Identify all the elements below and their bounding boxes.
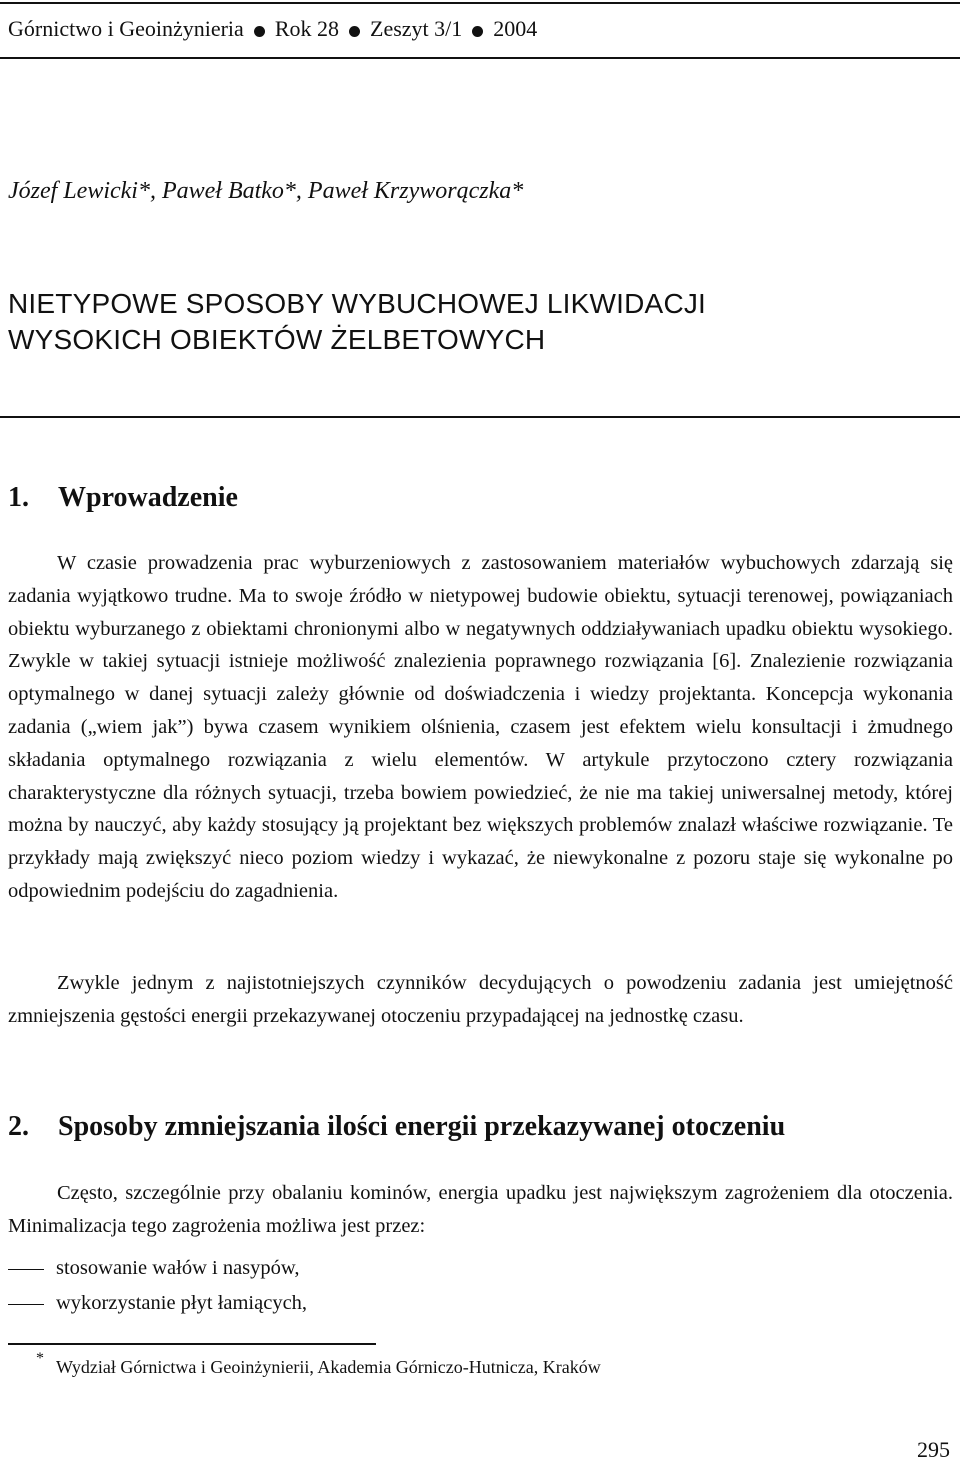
bullet-separator-icon bbox=[254, 26, 265, 37]
title-line-1: NIETYPOWE SPOSOBY WYBUCHOWEJ LIKWIDACJI bbox=[8, 288, 707, 319]
footnote-rule bbox=[8, 1343, 376, 1345]
title-rule bbox=[0, 416, 960, 418]
journal-issue: Zeszyt 3/1 bbox=[370, 16, 463, 41]
authors: Józef Lewicki*, Paweł Batko*, Paweł Krzyworączka* bbox=[8, 178, 524, 204]
dash-icon bbox=[8, 1304, 44, 1305]
section-2-number: 2. bbox=[8, 1111, 29, 1142]
top-rule bbox=[0, 2, 960, 4]
section-1-title: Wprowadzenie bbox=[58, 482, 238, 513]
title-line-2: WYSOKICH OBIEKTÓW ŻELBETOWYCH bbox=[8, 324, 546, 355]
section-2-paragraph-1: Często, szczególnie przy obalaniu kominów, energia upadku jest największym zagrożeniem dla otoczenia. Minimalizacja tego zagrożenia możliwa jest przez: bbox=[8, 1182, 953, 1237]
publication-year: 2004 bbox=[493, 16, 538, 41]
page-number: 295 bbox=[917, 1437, 950, 1462]
paper-title bbox=[8, 286, 706, 358]
header-rule bbox=[0, 57, 960, 59]
bullet-separator-icon bbox=[349, 26, 360, 37]
dash-icon bbox=[8, 1269, 44, 1270]
journal-name: Górnictwo i Geoinżynieria bbox=[8, 16, 244, 41]
section-2-heading bbox=[8, 1110, 785, 1144]
bullet-separator-icon bbox=[472, 26, 483, 37]
section-1-number: 1. bbox=[8, 482, 29, 513]
list-item bbox=[8, 1288, 307, 1318]
section-1-heading bbox=[8, 481, 238, 515]
list-item-text: stosowanie wałów i nasypów, bbox=[56, 1257, 300, 1279]
list-item-text: wykorzystanie płyt łamiących, bbox=[56, 1292, 308, 1314]
footnote-mark: * bbox=[36, 1350, 44, 1367]
footnote bbox=[36, 1350, 601, 1378]
running-header bbox=[8, 14, 952, 44]
list-item bbox=[8, 1253, 300, 1283]
journal-year: Rok 28 bbox=[274, 16, 339, 41]
section-2-title: Sposoby zmniejszania ilości energii przekazywanej otoczeniu bbox=[58, 1111, 786, 1142]
footnote-text: Wydział Górnictwa i Geoinżynierii, Akademia Górniczo-Hutnicza, Kraków bbox=[56, 1357, 601, 1377]
section-1-paragraph-1: W czasie prowadzenia prac wyburzeniowych z zastosowaniem materiałów wybuchowych zdarzają się zadania wyjątkowo trudne. Ma to swoje źródło w nietypowej budowie obiektu, sytuacji terenowej, powiązaniach obiektu wyburzanego z obiektami chronionymi albo w negatywnych oddziaływaniach upadku obiektu wysokiego. Zwykle w takiej sytuacji istnieje możliwość znalezienia poprawnego rozwiązania [6]. Znalezienie rozwiązania optymalnego w danej sytuacji zależy głównie od doświadczenia i wiedzy projektanta. Koncepcja wykonania zadania („wiem jak”) bywa czasem wynikiem olśnienia, czasem jest efektem wielu konsultacji i żmudnego składania optymalnego rozwiązania z wielu elementów. W artykule przytoczono cztery rozwiązania charakterystyczne dla różnych sytuacji, trzeba bowiem powiedzieć, że nie ma takiej uniwersalnej metody, której można by nauczyć, aby każdy stosujący ją projektant bez większych problemów znalazł właściwe rozwiązanie. Te przykłady mają zwiększyć nieco poziom wiedzy i wykazać, że niewykonalne z pozoru staje się wykonalne po odpowiednim podejściu do zagadnienia. bbox=[8, 552, 953, 902]
section-1-paragraph-2: Zwykle jednym z najistotniejszych czynników decydujących o powodzeniu zadania jest umiejętność zmniejszenia gęstości energii przekazywanej otoczeniu przypadającej na jednostkę czasu. bbox=[8, 972, 953, 1027]
